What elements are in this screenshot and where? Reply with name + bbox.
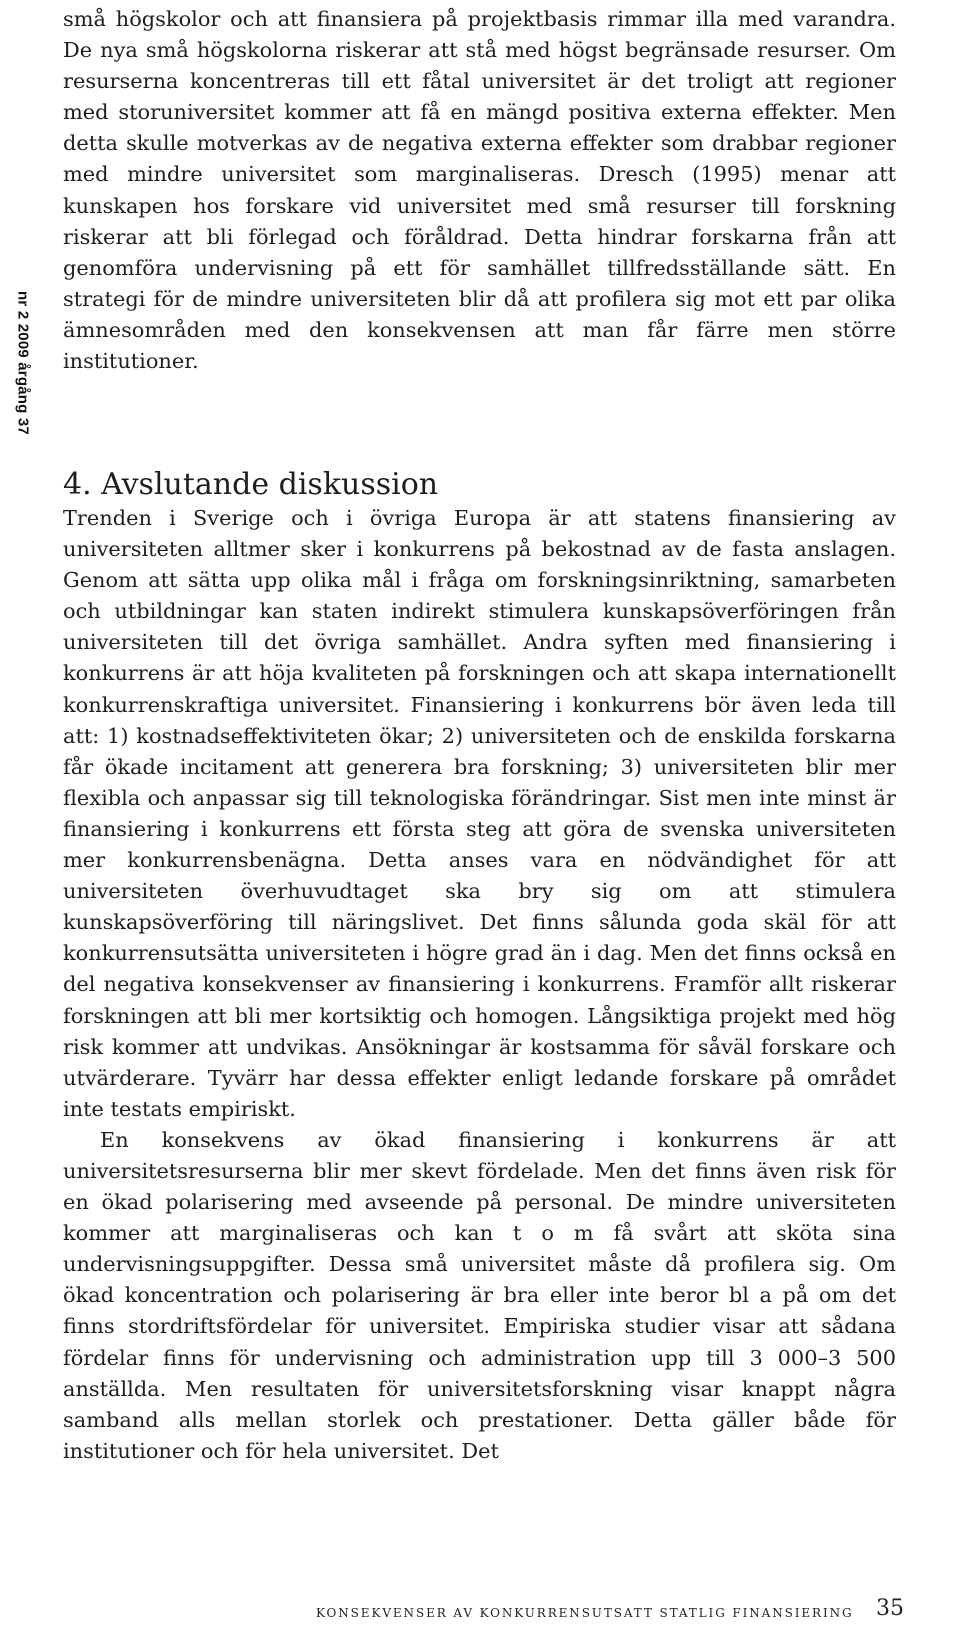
- section-body: [63, 503, 896, 1467]
- page-number: 35: [876, 1596, 904, 1621]
- journal-issue-text: nr 2 2009 årgång 37: [14, 291, 32, 435]
- running-footer-title: KONSEKVENSER AV KONKURRENSUTSATT STATLIG FINANSIERING: [316, 1606, 854, 1620]
- body-paragraph-1: Trenden i Sverige och i övriga Europa är att statens finansiering av universiteten alltmer sker i konkurrens på bekostnad av de fasta anslagen. Genom att sätta upp olika mål i fråga om forskningsinriktning, samarbeten och utbildningar kan staten indirekt stimulera kunskapsöverföringen från universiteten till det övriga samhället. Andra syften med finansiering i konkurrens är att höja kvaliteten på forskningen och att skapa internationellt konkurrenskraftiga universitet. Finansiering i konkurrens bör även leda till att: 1) kostnadseffektiviteten ökar; 2) universiteten och de enskilda forskarna får ökade incitament att generera bra forskning; 3) universiteten blir mer flexibla och anpassar sig till teknologiska förändringar. Sist men inte minst är finansiering i konkurrens ett första steg att göra de svenska universiteten mer konkurrensbenägna. Detta anses vara en nödvändighet för att universiteten överhuvudtaget ska bry sig om att stimulera kunskapsöverföring till näringslivet. Det finns sålunda goda skäl för att konkurrensutsätta universiteten i högre grad än i dag. Men det finns också en del negativa konsekvenser av finansiering i konkurrens. Framför allt riskerar forskningen att bli mer kortsiktig och homogen. Långsiktiga projekt med hög risk kommer att undvikas. Ansökningar är kostsamma för såväl forskare och utvärderare. Tyvärr har dessa effekter enligt ledande forskare på området inte testats empiriskt.: [63, 506, 896, 1121]
- continued-paragraph: små högskolor och att finansiera på projektbasis rimmar illa med varandra. De nya små högskolorna riskerar att stå med högst begränsade resurser. Om resurserna koncentreras till ett fåtal universitet är det troligt att regioner med storuniversitet kommer att få en mängd positiva externa effekter. Men detta skulle motverkas av de negativa externa effekter som drabbar regioner med mindre universitet som marginaliseras. Dresch (1995) menar att kunskapen hos forskare vid universitet med små resurser till forskning riskerar att bli förlegad och föråldrad. Detta hindrar forskarna från att genomföra undervisning på ett för samhället tillfredsställande sätt. En strategi för de mindre universiteten blir då att profilera sig mot ett par olika ämnesområden med den konsekvensen att man får färre men större institutioner.: [63, 7, 896, 374]
- section-heading: 4. Avslutande diskussion: [63, 467, 439, 502]
- journal-issue-label: [11, 268, 35, 458]
- body-paragraph-2: En konsekvens av ökad finansiering i konkurrens är att universitetsresurserna blir mer skevt fördelade. Men det finns även risk för en ökad polarisering med avseende på personal. De mindre universiteten kommer att marginaliseras och kan t o m få svårt att sköta sina undervisningsuppgifter. Dessa små universitet måste då profilera sig. Om ökad koncentration och polarisering är bra eller inte beror bl a på om det finns stordriftsfördelar för universitet. Empiriska studier visar att sådana fördelar finns för undervisning och administration upp till 3 000–3 500 anställda. Men resultaten för universitetsforskning visar knappt några samband alls mellan storlek och prestationer. Detta gäller både för institutioner och för hela universitet. Det: [63, 1127, 896, 1463]
- continued-paragraph-block: [63, 4, 896, 377]
